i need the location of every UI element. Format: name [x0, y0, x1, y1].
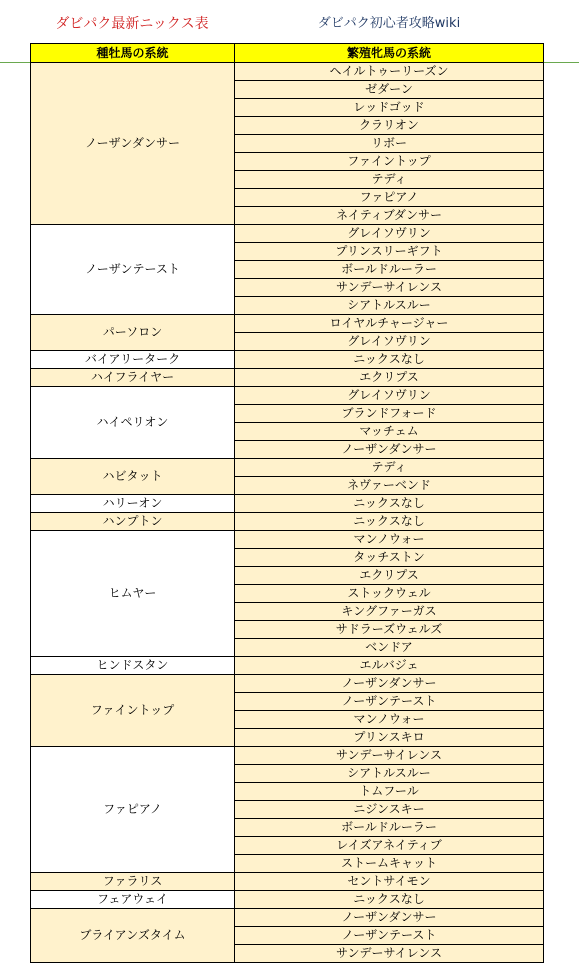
- mare-line-cell: グレイソヴリン: [235, 387, 544, 405]
- sire-line-cell: ノーザンダンサー: [31, 63, 235, 225]
- table-row: [31, 513, 544, 531]
- table-row: [31, 369, 544, 387]
- mare-line-cell: プリンスリーギフト: [235, 243, 544, 261]
- sire-line-cell: ハンプトン: [31, 513, 235, 531]
- sire-line-cell: ヒンドスタン: [31, 657, 235, 675]
- mare-line-cell: ボールドルーラー: [235, 261, 544, 279]
- mare-line-cell: サンデーサイレンス: [235, 747, 544, 765]
- mare-line-cell: ネイティブダンサー: [235, 207, 544, 225]
- mare-line-cell: ノーザンダンサー: [235, 675, 544, 693]
- table-row: [31, 63, 544, 81]
- nicks-table-title: ダビパク最新ニックス表: [55, 16, 209, 32]
- mare-line-cell: クラリオン: [235, 117, 544, 135]
- table-row: [31, 891, 544, 909]
- mare-line-cell: サドラーズウェルズ: [235, 621, 544, 639]
- table-header-row: [31, 44, 544, 63]
- mare-line-cell: サンデーサイレンス: [235, 945, 544, 963]
- mare-line-cell: レイズアネイティブ: [235, 837, 544, 855]
- mare-line-cell: トムフール: [235, 783, 544, 801]
- mare-line-cell: エクリプス: [235, 567, 544, 585]
- mare-line-cell: シアトルスルー: [235, 297, 544, 315]
- mare-line-cell: ノーザンテースト: [235, 927, 544, 945]
- table-row: [31, 531, 544, 549]
- table-row: [31, 495, 544, 513]
- mare-line-cell: ニックスなし: [235, 513, 544, 531]
- table-row: [31, 747, 544, 765]
- page-header: [0, 0, 579, 40]
- sire-line-cell: ハリーオン: [31, 495, 235, 513]
- table-row: [31, 459, 544, 477]
- mare-line-cell: ニックスなし: [235, 351, 544, 369]
- mare-line-cell: エクリプス: [235, 369, 544, 387]
- mare-line-cell: マッチェム: [235, 423, 544, 441]
- sire-line-cell: ハイペリオン: [31, 387, 235, 459]
- mare-line-cell: ファイントップ: [235, 153, 544, 171]
- mare-line-cell: ベンドア: [235, 639, 544, 657]
- column-header-mare: 繁殖牝馬の系統: [235, 44, 544, 63]
- table-row: [31, 675, 544, 693]
- mare-line-cell: ノーザンダンサー: [235, 441, 544, 459]
- mare-line-cell: テディ: [235, 171, 544, 189]
- sire-line-cell: バイアリーターク: [31, 351, 235, 369]
- sire-line-cell: ハイフライヤー: [31, 369, 235, 387]
- mare-line-cell: プリンスキロ: [235, 729, 544, 747]
- wiki-title: ダビパク初心者攻略wiki: [317, 16, 461, 31]
- sire-line-cell: パーソロン: [31, 315, 235, 351]
- sire-line-cell: ヒムヤー: [31, 531, 235, 657]
- mare-line-cell: ファピアノ: [235, 189, 544, 207]
- mare-line-cell: ノーザンテースト: [235, 693, 544, 711]
- mare-line-cell: グレイソヴリン: [235, 333, 544, 351]
- mare-line-cell: ロイヤルチャージャー: [235, 315, 544, 333]
- table-row: [31, 873, 544, 891]
- table-row: [31, 387, 544, 405]
- sire-line-cell: ノーザンテースト: [31, 225, 235, 315]
- mare-line-cell: テディ: [235, 459, 544, 477]
- mare-line-cell: シアトルスルー: [235, 765, 544, 783]
- sire-line-cell: ファイントップ: [31, 675, 235, 747]
- sire-line-cell: ハビタット: [31, 459, 235, 495]
- nicks-table: [30, 43, 544, 963]
- mare-line-cell: キングファーガス: [235, 603, 544, 621]
- table-row: [31, 315, 544, 333]
- mare-line-cell: ボールドルーラー: [235, 819, 544, 837]
- mare-line-cell: セントサイモン: [235, 873, 544, 891]
- mare-line-cell: レッドゴッド: [235, 99, 544, 117]
- sire-line-cell: ブライアンズタイム: [31, 909, 235, 963]
- table-row: [31, 657, 544, 675]
- mare-line-cell: リボー: [235, 135, 544, 153]
- table-row: [31, 909, 544, 927]
- mare-line-cell: タッチストン: [235, 549, 544, 567]
- sire-line-cell: ファラリス: [31, 873, 235, 891]
- mare-line-cell: エルバジェ: [235, 657, 544, 675]
- mare-line-cell: ヘイルトゥーリーズン: [235, 63, 544, 81]
- table-row: [31, 225, 544, 243]
- mare-line-cell: ネヴァーベンド: [235, 477, 544, 495]
- sire-line-cell: フェアウェイ: [31, 891, 235, 909]
- mare-line-cell: マンノウォー: [235, 711, 544, 729]
- mare-line-cell: ニックスなし: [235, 891, 544, 909]
- mare-line-cell: ニジンスキー: [235, 801, 544, 819]
- mare-line-cell: グレイソヴリン: [235, 225, 544, 243]
- table-row: [31, 351, 544, 369]
- mare-line-cell: サンデーサイレンス: [235, 279, 544, 297]
- mare-line-cell: ブランドフォード: [235, 405, 544, 423]
- mare-line-cell: ノーザンダンサー: [235, 909, 544, 927]
- mare-line-cell: ゼダーン: [235, 81, 544, 99]
- mare-line-cell: ストックウェル: [235, 585, 544, 603]
- mare-line-cell: ニックスなし: [235, 495, 544, 513]
- mare-line-cell: ストームキャット: [235, 855, 544, 873]
- mare-line-cell: マンノウォー: [235, 531, 544, 549]
- column-header-sire: 種牡馬の系統: [31, 44, 235, 63]
- sire-line-cell: ファピアノ: [31, 747, 235, 873]
